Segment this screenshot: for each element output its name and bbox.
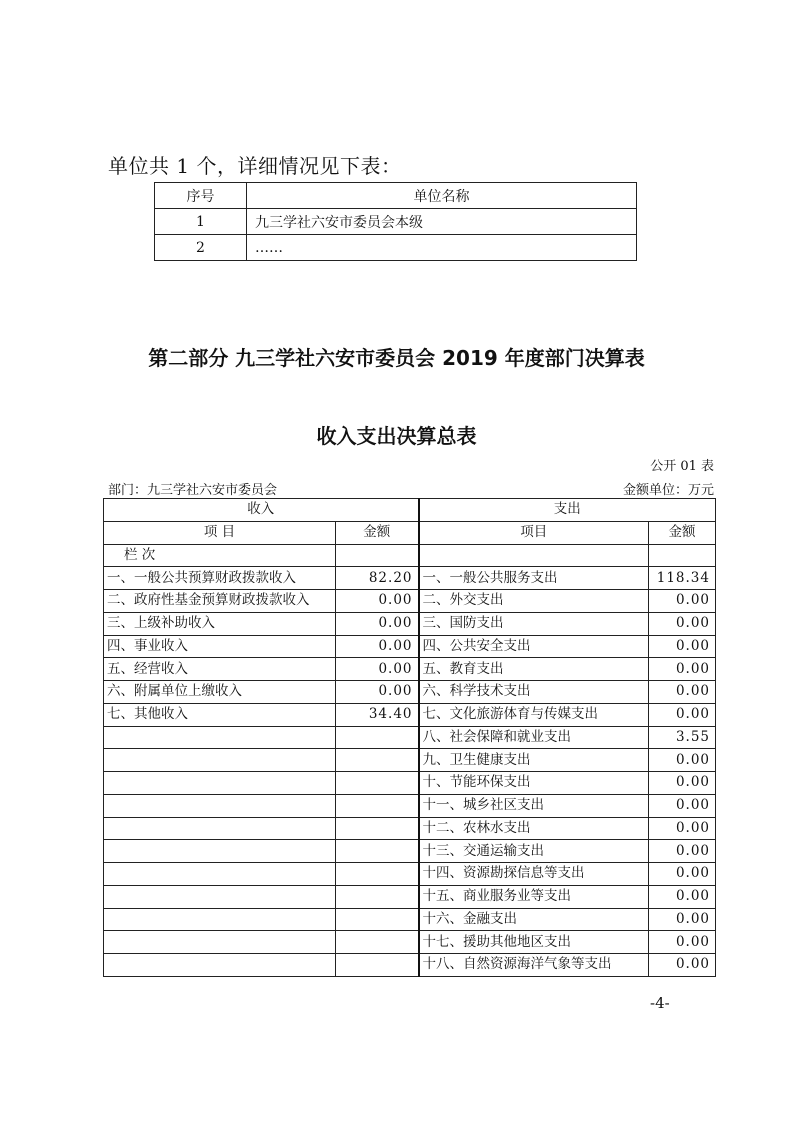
header-unit-name: 单位名称 [247,183,637,209]
expense-item: 十一、城乡社区支出 [419,794,649,817]
income-item [104,840,336,863]
expense-amount-header: 金额 [649,521,716,544]
expense-amount: 118.34 [649,567,716,590]
column-header-row [104,521,716,544]
table-row [104,703,716,726]
unit-serial: 1 [155,209,247,235]
lanci-label: 栏 次 [104,544,336,567]
income-amount: 0.00 [336,612,419,635]
expense-item-header: 项目 [419,521,649,544]
expense-amount: 0.00 [649,681,716,704]
expense-amount: 0.00 [649,885,716,908]
expense-header: 支出 [419,499,716,522]
table-row [104,772,716,795]
expense-item: 十六、金融支出 [419,908,649,931]
table-row [104,567,716,590]
lanci-row [104,544,716,567]
income-amount-header: 金额 [336,521,419,544]
unit-name: 九三学社六安市委员会本级 [247,209,637,235]
lanci-empty [336,544,419,567]
table-row [104,726,716,749]
table-row [104,863,716,886]
table-row [155,235,637,261]
expense-amount: 0.00 [649,612,716,635]
table-title: 收入支出决算总表 [316,424,477,448]
expense-item: 八、社会保障和就业支出 [419,726,649,749]
expense-amount: 0.00 [649,590,716,613]
expense-item: 四、公共安全支出 [419,635,649,658]
part-title: 第二部分 九三学社六安市委员会 2019 年度部门决算表 [148,346,645,370]
income-item: 七、其他收入 [104,703,336,726]
income-item [104,772,336,795]
income-item [104,954,336,977]
expense-item: 三、国防支出 [419,612,649,635]
income-expense-table [103,498,716,977]
income-amount: 0.00 [336,590,419,613]
income-item [104,817,336,840]
income-item: 六、附属单位上缴收入 [104,681,336,704]
expense-amount: 0.00 [649,954,716,977]
expense-item: 十三、交通运输支出 [419,840,649,863]
income-amount: 0.00 [336,658,419,681]
income-item [104,726,336,749]
income-header: 收入 [104,499,419,522]
table-row [104,840,716,863]
income-item [104,908,336,931]
unit-serial: 2 [155,235,247,261]
expense-item: 二、外交支出 [419,590,649,613]
unit-table-header [155,183,637,209]
expense-item: 十八、自然资源海洋气象等支出 [419,954,649,977]
table-code: 公开 01 表 [650,459,714,474]
expense-amount: 3.55 [649,726,716,749]
income-amount [336,794,419,817]
income-amount: 0.00 [336,681,419,704]
department-label: 部门：九三学社六安市委员会 [108,483,278,498]
income-amount [336,931,419,954]
table-row [104,908,716,931]
table-row [104,590,716,613]
expense-amount: 0.00 [649,931,716,954]
income-amount [336,772,419,795]
table-row [104,681,716,704]
section-header-row [104,499,716,522]
lanci-empty [649,544,716,567]
expense-amount: 0.00 [649,817,716,840]
table-row [155,209,637,235]
table-row [104,749,716,772]
table-row [104,817,716,840]
income-amount: 0.00 [336,635,419,658]
table-row [104,954,716,977]
income-amount: 82.20 [336,567,419,590]
income-amount [336,908,419,931]
expense-item: 十七、援助其他地区支出 [419,931,649,954]
income-amount [336,840,419,863]
income-amount [336,817,419,840]
expense-item: 六、科学技术支出 [419,681,649,704]
income-item [104,794,336,817]
income-item [104,863,336,886]
table-row [104,612,716,635]
income-amount: 34.40 [336,703,419,726]
income-amount [336,885,419,908]
income-item: 二、政府性基金预算财政拨款收入 [104,590,336,613]
expense-item: 五、教育支出 [419,658,649,681]
income-item [104,931,336,954]
income-item: 四、事业收入 [104,635,336,658]
income-item [104,749,336,772]
expense-item: 七、文化旅游体育与传媒支出 [419,703,649,726]
table-row [104,885,716,908]
intro-text: 单位共 1 个，详细情况见下表： [108,154,402,178]
income-item: 五、经营收入 [104,658,336,681]
table-row [104,658,716,681]
expense-amount: 0.00 [649,908,716,931]
expense-item: 九、卫生健康支出 [419,749,649,772]
money-unit-label: 金额单位：万元 [622,483,714,498]
unit-name: …… [247,235,637,261]
expense-item: 十二、农林水支出 [419,817,649,840]
expense-item: 一、一般公共服务支出 [419,567,649,590]
income-item-header: 项 目 [104,521,336,544]
expense-amount: 0.00 [649,635,716,658]
income-item [104,885,336,908]
expense-item: 十五、商业服务业等支出 [419,885,649,908]
income-item: 一、一般公共预算财政拨款收入 [104,567,336,590]
income-amount [336,954,419,977]
expense-amount: 0.00 [649,840,716,863]
income-amount [336,749,419,772]
expense-item: 十四、资源勘探信息等支出 [419,863,649,886]
header-serial: 序号 [155,183,247,209]
table-row [104,635,716,658]
expense-amount: 0.00 [649,794,716,817]
table-row [104,794,716,817]
expense-item: 十、节能环保支出 [419,772,649,795]
expense-amount: 0.00 [649,863,716,886]
income-item: 三、上级补助收入 [104,612,336,635]
lanci-empty [419,544,649,567]
page-number: -4- [650,994,670,1012]
unit-table [154,182,637,261]
expense-amount: 0.00 [649,772,716,795]
income-amount [336,863,419,886]
income-amount [336,726,419,749]
expense-amount: 0.00 [649,749,716,772]
expense-amount: 0.00 [649,658,716,681]
table-row [104,931,716,954]
expense-amount: 0.00 [649,703,716,726]
